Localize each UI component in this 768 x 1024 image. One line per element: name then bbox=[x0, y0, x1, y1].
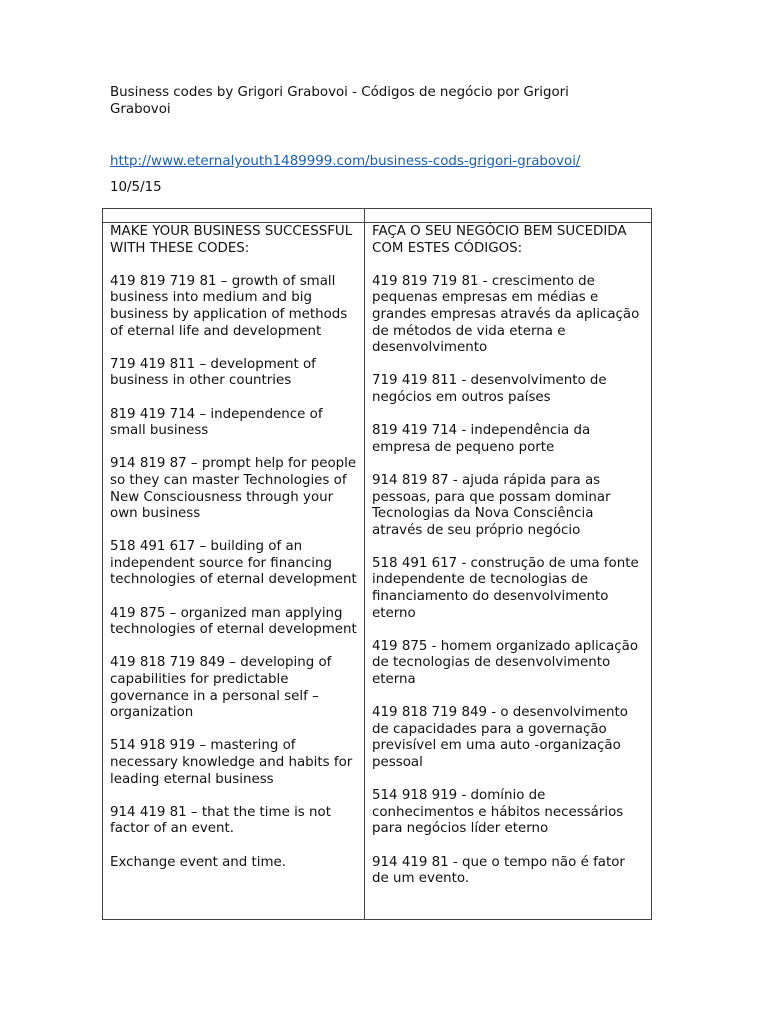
code-entry-en: 419 818 719 849 – developing of capabilities for predictable governance in a personal self – organization bbox=[110, 655, 332, 721]
code-entry-pt: 419 819 719 81 - crescimento de pequenas empresas em médias e grandes empresas através da aplicação de métodos de vida eterna e desenvolvimento bbox=[372, 273, 640, 356]
source-link[interactable]: http://www.eternalyouth1489999.com/business-cods-grigori-grabovoi/ bbox=[110, 154, 581, 169]
code-entry-en: 914 819 87 – prompt help for people so they can master Technologies of New Consciousness through your own business bbox=[110, 456, 357, 522]
code-entry-pt: 514 918 919 - domínio de conhecimentos e hábitos necessários para negócios líder eterno bbox=[372, 788, 624, 837]
code-entry-en: 719 419 811 – development of business in other countries bbox=[110, 356, 316, 389]
code-entry-en: 419 819 719 81 – growth of small business into medium and big business by application of methods of eternal life and development bbox=[110, 273, 348, 339]
code-entry-pt: 719 419 811 - desenvolvimento de negócios em outros países bbox=[372, 373, 607, 405]
empty-cell-left bbox=[103, 209, 365, 223]
code-entry-pt: 419 818 719 849 - o desenvolvimento de capacidades para a governação previsível em uma auto -organização pessoal bbox=[372, 705, 628, 770]
code-entry-en: 514 918 919 – mastering of necessary knowledge and habits for leading eternal business bbox=[110, 738, 353, 787]
empty-cell-right bbox=[365, 209, 652, 223]
english-column bbox=[103, 223, 365, 920]
code-entry-pt: 914 419 81 - que o tempo não é fator de um evento. bbox=[372, 854, 625, 887]
portuguese-column-header: FAÇA O SEU NEGÓCIO BEM SUCEDIDA COM ESTES CÓDIGOS: bbox=[372, 224, 627, 256]
document-date: 10/5/15 bbox=[110, 180, 162, 195]
portuguese-column bbox=[365, 223, 652, 920]
code-entry-en: 518 491 617 – building of an independent source for financing technologies of eternal development bbox=[110, 539, 357, 588]
table-empty-row bbox=[103, 209, 652, 223]
document-title: Business codes by Grigori Grabovoi - Códigos de negócio por Grigori Grabovoi bbox=[110, 85, 569, 117]
closing-note-en: Exchange event and time. bbox=[110, 854, 287, 870]
english-column-header: MAKE YOUR BUSINESS SUCCESSFUL WITH THESE CODES: bbox=[110, 224, 353, 256]
code-entry-pt: 914 819 87 - ajuda rápida para as pessoas, para que possam dominar Tecnologias da Nova Consciência através de seu próprio negócio bbox=[372, 472, 611, 538]
code-entry-pt: 819 419 714 - independência da empresa de pequeno porte bbox=[372, 423, 591, 455]
code-entry-en: 819 419 714 – independence of small business bbox=[110, 406, 323, 439]
code-entry-en: 914 419 81 – that the time is not factor of an event. bbox=[110, 804, 331, 837]
codes-table bbox=[102, 208, 652, 920]
table-content-row bbox=[103, 223, 652, 920]
code-entry-pt: 419 875 - homem organizado aplicação de tecnologias de desenvolvimento eterna bbox=[372, 638, 639, 688]
code-entry-en: 419 875 – organized man applying technologies of eternal development bbox=[110, 605, 357, 638]
code-entry-pt: 518 491 617 - construção de uma fonte independente de tecnologias de financiamento do desenvolvimento eterno bbox=[372, 555, 639, 621]
